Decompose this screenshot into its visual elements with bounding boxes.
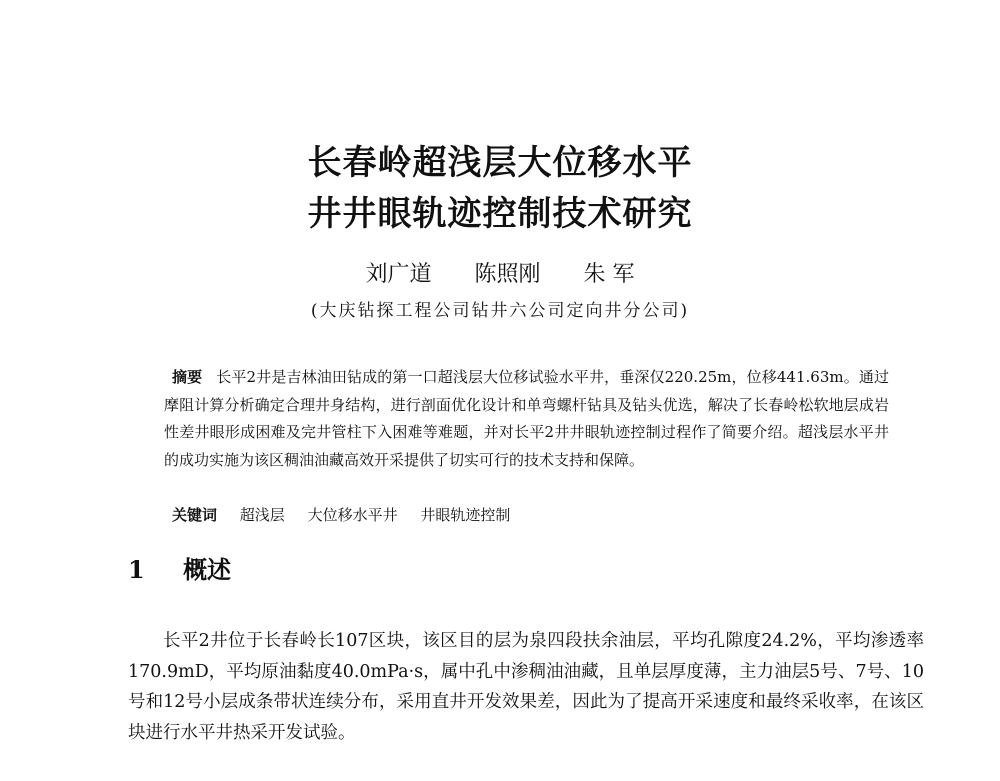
section-title: 概述 <box>183 555 232 584</box>
section-heading <box>128 555 232 584</box>
author-name: 陈照刚 <box>474 262 541 287</box>
keywords-label: 关键词 <box>172 506 218 524</box>
author-affiliation: (大庆钻探工程公司钻井六公司定向井分公司) <box>310 301 690 321</box>
keyword: 大位移水平井 <box>307 506 398 524</box>
keyword: 超浅层 <box>239 506 285 524</box>
abstract-text: 长平2井是吉林油田钻成的第一口超浅层大位移试验水平井，垂深仅220.25m，位移441.63m。通过摩阻计算分析确定合理井身结构，进行剖面优化设计和单弯螺杆钻具及钻头优选，解决了长春岭松软地层成岩性差井眼形成困难及完井管柱下入困难等难题，并对长平2井井眼轨迹控制过程作了简要介绍。超浅层水平井的成功实施为该区稠油油藏高效开采提供了切实可行的技术支持和保障。 <box>164 368 889 469</box>
abstract-label: 摘要 <box>172 368 203 386</box>
section-number: 1 <box>128 555 145 584</box>
body-text <box>128 626 924 748</box>
author-name: 朱 军 <box>583 262 635 287</box>
author-name: 刘广道 <box>365 262 432 287</box>
keyword: 井眼轨迹控制 <box>420 506 511 524</box>
body-paragraph: 长平2井位于长春岭长107区块，该区目的层为泉四段扶余油层，平均孔隙度24.2%，平均渗透率170.9mD，平均原油黏度40.0mPa·s，属中孔中渗稠油油藏，且单层厚度薄，主力油层5号、7号、10号和12号小层成条带状连续分布，采用直井开发效果差，因此为了提高开采速度和最终采收率，在该区块进行水平井热采开发试验。 <box>128 631 924 743</box>
abstract-block <box>164 364 889 474</box>
paper-title-line-1: 长春岭超浅层大位移水平 <box>307 143 693 183</box>
paper-title-line-2: 井井眼轨迹控制技术研究 <box>307 194 693 234</box>
keywords-line <box>172 502 528 529</box>
author-list <box>0 264 1000 286</box>
